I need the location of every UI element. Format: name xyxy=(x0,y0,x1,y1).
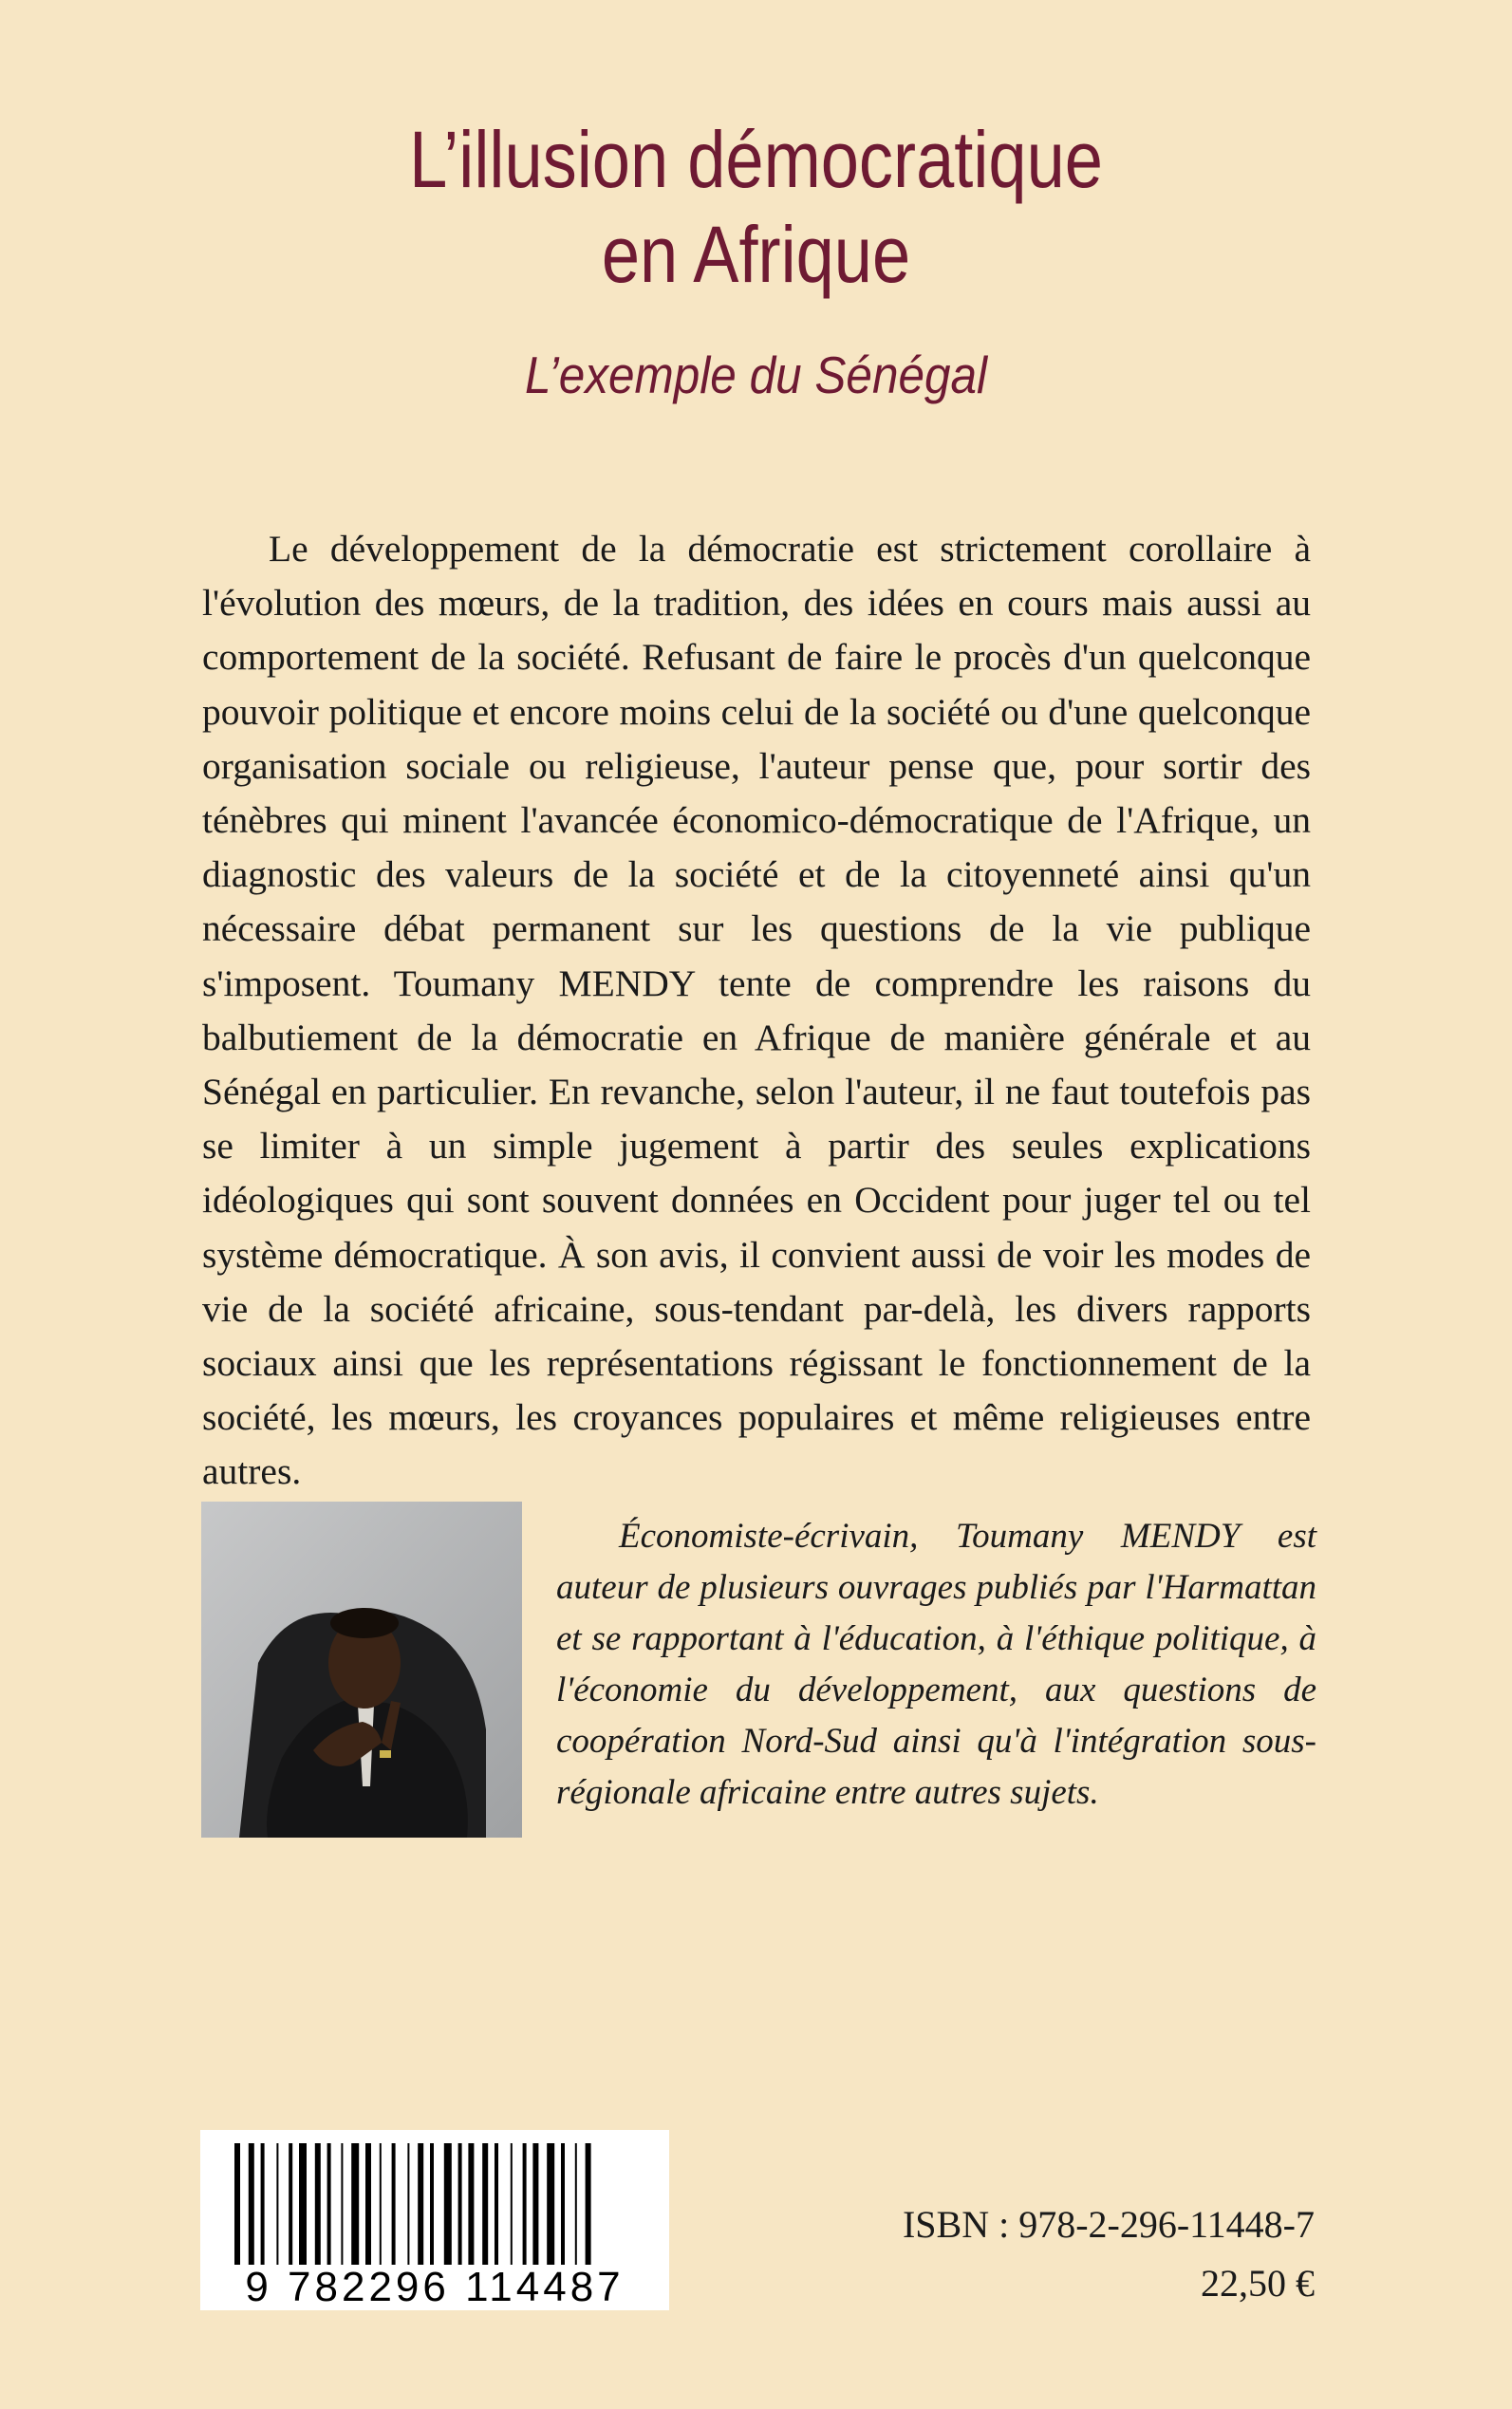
barcode-bar xyxy=(575,2143,577,2265)
barcode-bar xyxy=(249,2143,254,2265)
barcode-bar xyxy=(458,2143,462,2265)
barcode-bar xyxy=(495,2143,498,2265)
barcode-digits: 9 782296 114487 xyxy=(245,2264,625,2310)
barcode-bar xyxy=(351,2143,359,2265)
barcode-bar xyxy=(547,2143,554,2265)
barcode-bar xyxy=(341,2143,343,2265)
barcode-bar xyxy=(289,2143,292,2265)
barcode-bar xyxy=(511,2143,513,2265)
barcode-bar xyxy=(234,2143,240,2265)
barcode-bar xyxy=(523,2143,527,2265)
barcode-bar xyxy=(327,2143,331,2265)
barcode-bar xyxy=(444,2143,452,2265)
barcode-bar xyxy=(430,2143,434,2265)
barcode-bar xyxy=(418,2143,423,2265)
barcode-bar xyxy=(365,2143,371,2265)
barcode-bar xyxy=(407,2143,409,2265)
barcode-bar xyxy=(586,2143,591,2265)
isbn-number: ISBN : 978-2-296-11448-7 xyxy=(902,2203,1315,2246)
barcode-bar xyxy=(299,2143,307,2265)
barcode-bar xyxy=(276,2143,278,2265)
barcode-bar xyxy=(380,2143,382,2265)
book-title-line-2: en Afrique xyxy=(601,210,911,299)
barcode-bars xyxy=(234,2143,591,2265)
book-blurb: Le développement de la démocratie est strictement corollaire à l'évolution des mœurs, de la tradition, des idées en cours mais aussi au comportement de la société. Refusant de faire le procès d'un quelconque pouvoir politique et encore moins celui de la société ou d'une quelconque organisation sociale ou religieuse, l'auteur pense que, pour sortir des ténèbres qui minent l'avancée économico-démocratique de l'Afrique, un diagnostic des valeurs de la société et de la citoyenneté ainsi qu'un nécessaire débat permanent sur les questions de la vie publique s'imposent. Toumany MENDY tente de comprendre les raisons du balbutiement de la démocratie en Afrique de manière générale et au Sénégal en particulier. En revanche, selon l'auteur, il ne faut toutefois pas se limiter à un simple jugement à partir des seules explications idéologiques qui sont souvent données en Occident pour juger tel ou tel système démocratique. À son avis, il convient aussi de voir les modes de vie de la société africaine, sous-tendant par-delà, les divers rapports sociaux ainsi que les représentations régissant le fonctionnement de la société, les mœurs, les croyances populaires et même religieuses entre autres. xyxy=(202,528,1311,1493)
barcode-bar xyxy=(261,2143,265,2265)
barcode-bar xyxy=(315,2143,321,2265)
isbn-barcode xyxy=(200,2130,669,2310)
barcode-bar xyxy=(468,2143,474,2265)
barcode-bar xyxy=(561,2143,565,2265)
barcode-bar xyxy=(482,2143,488,2265)
price: 22,50 € xyxy=(1201,2262,1315,2305)
barcode-bar xyxy=(392,2143,396,2265)
book-title-line-1: L’illusion démocratique xyxy=(409,115,1103,204)
book-subtitle: L’exemple du Sénégal xyxy=(524,345,988,404)
author-photo xyxy=(201,1502,522,1838)
barcode-bar xyxy=(532,2143,538,2265)
author-bio: Économiste-écrivain, Toumany MENDY est auteur de plusieurs ouvrages publiés par l'Harmattan et se rapportant à l'éducation, à l'éthique politique, à l'économie du développement, aux questions de coopération Nord-Sud ainsi qu'à l'intégration sous-régionale africaine entre autres sujets. xyxy=(556,1517,1316,1812)
